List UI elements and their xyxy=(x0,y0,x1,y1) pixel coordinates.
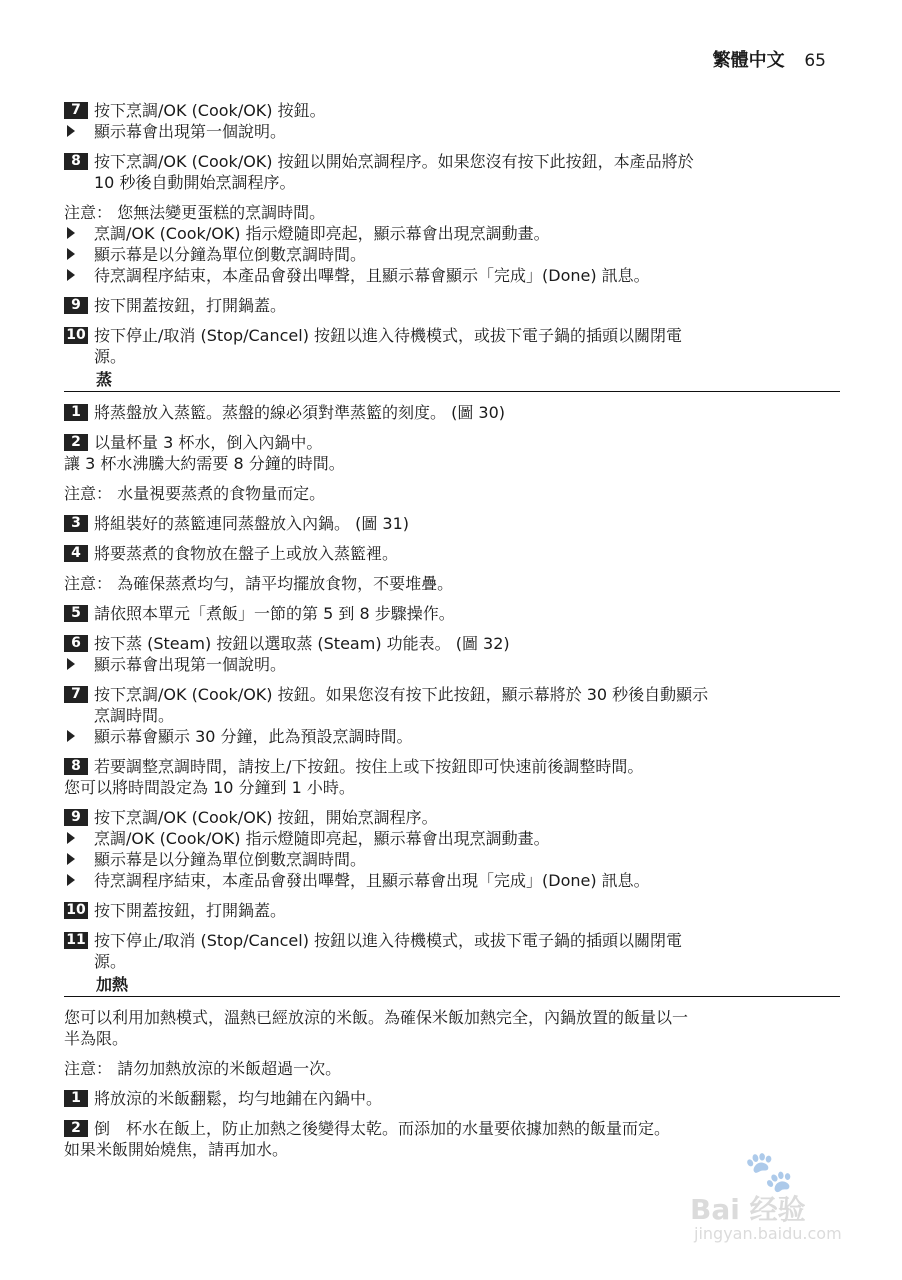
step-number: 2 xyxy=(64,434,88,451)
paragraph-text xyxy=(64,1007,834,1028)
step-item xyxy=(64,807,834,828)
line-text: 烹調/OK (Cook/OK) 指示燈隨即亮起，顯示幕會出現烹調動畫。 xyxy=(94,829,550,848)
spacer xyxy=(64,1049,834,1058)
spacer xyxy=(64,142,834,151)
continuation-text xyxy=(64,346,834,367)
line-text: 將組裝好的蒸籃連同蒸盤放入內鍋。 (圖 31) xyxy=(94,514,410,533)
bullet-item xyxy=(64,849,834,870)
line-text: 讓 3 杯水沸騰大約需要 8 分鐘的時間。 xyxy=(64,454,345,473)
bullet-icon xyxy=(67,730,75,742)
page-number: 65 xyxy=(804,51,826,71)
line-text: 按下停止/取消 (Stop/Cancel) 按鈕以進入待機模式，或拔下電子鍋的插頭以關閉電 xyxy=(94,326,683,345)
spacer xyxy=(64,675,834,684)
watermark-brand: Bai 经验 xyxy=(690,1193,806,1226)
step-number: 3 xyxy=(64,515,88,532)
line-text: 請依照本單元「煮飯」一節的第 5 到 8 步驟操作。 xyxy=(94,604,455,623)
section-heading xyxy=(64,972,834,998)
bullet-icon xyxy=(67,853,75,865)
line-text: 源。 xyxy=(94,347,127,366)
spacer xyxy=(64,316,834,325)
continuation-text xyxy=(64,172,834,193)
line-text: 按下烹調/OK (Cook/OK) 按鈕，開始烹調程序。 xyxy=(94,808,438,827)
step-item xyxy=(64,295,834,316)
section-heading xyxy=(64,367,834,393)
line-text: 顯示幕會顯示 30 分鐘，此為預設烹調時間。 xyxy=(94,727,413,746)
step-number: 9 xyxy=(64,809,88,826)
line-text: 按下蒸 (Steam) 按鈕以選取蒸 (Steam) 功能表。 (圖 32) xyxy=(94,634,510,653)
line-text: 半為限。 xyxy=(64,1029,129,1048)
spacer xyxy=(64,474,834,483)
line-text: 顯示幕會出現第一個說明。 xyxy=(94,655,287,674)
paragraph-text xyxy=(64,1058,834,1079)
continuation-text xyxy=(64,705,834,726)
bullet-item xyxy=(64,244,834,265)
paragraph-text xyxy=(64,453,834,474)
paw-icon: 🐾 xyxy=(744,1149,794,1195)
line-text: 如果米飯開始燒焦，請再加水。 xyxy=(64,1140,289,1159)
line-text: 按下開蓋按鈕，打開鍋蓋。 xyxy=(94,901,287,920)
line-text: 將放涼的米飯翻鬆，均勻地鋪在內鍋中。 xyxy=(94,1089,383,1108)
bullet-item xyxy=(64,726,834,747)
line-text: 若要調整烹調時間，請按上/下按鈕。按住上或下按鈕即可快速前後調整時間。 xyxy=(94,757,644,776)
step-number: 9 xyxy=(64,297,88,314)
bullet-icon xyxy=(67,269,75,281)
step-number: 1 xyxy=(64,1090,88,1107)
header-language: 繁體中文 xyxy=(712,50,785,71)
continuation-text xyxy=(64,951,834,972)
step-number: 11 xyxy=(64,932,88,949)
line-text: 顯示幕是以分鐘為單位倒數烹調時間。 xyxy=(94,245,367,264)
line-text: 源。 xyxy=(94,952,127,971)
spacer xyxy=(64,1079,834,1088)
line-text: 將要蒸煮的食物放在盤子上或放入蒸籃裡。 xyxy=(94,544,399,563)
bullet-item xyxy=(64,654,834,675)
section-rule xyxy=(64,391,840,392)
paragraph-text xyxy=(64,483,834,504)
line-text: 烹調時間。 xyxy=(94,706,175,725)
document-body xyxy=(64,100,834,1160)
spacer xyxy=(64,594,834,603)
step-item xyxy=(64,633,834,654)
step-item xyxy=(64,1118,834,1139)
spacer xyxy=(64,193,834,202)
spacer xyxy=(64,624,834,633)
line-text: 按下烹調/OK (Cook/OK) 按鈕。如果您沒有按下此按鈕，顯示幕將於 30 秒後自動顯示 xyxy=(94,685,709,704)
line-text: 待烹調程序結束，本產品會發出嗶聲，且顯示幕會顯示「完成」(Done) 訊息。 xyxy=(94,266,650,285)
line-text: 顯示幕會出現第一個說明。 xyxy=(94,122,287,141)
paragraph-text xyxy=(64,777,834,798)
page-header xyxy=(713,46,826,72)
spacer xyxy=(64,423,834,432)
spacer xyxy=(64,1109,834,1118)
step-item xyxy=(64,513,834,534)
line-text: 待烹調程序結束，本產品會發出嗶聲，且顯示幕會出現「完成」(Done) 訊息。 xyxy=(94,871,650,890)
line-text: 您可以將時間設定為 10 分鐘到 1 小時。 xyxy=(64,778,355,797)
spacer xyxy=(64,393,834,402)
bullet-icon xyxy=(67,227,75,239)
spacer xyxy=(64,891,834,900)
spacer xyxy=(64,921,834,930)
line-text: 按下開蓋按鈕，打開鍋蓋。 xyxy=(94,296,287,315)
line-text: 注意： 為確保蒸煮均勻，請平均擺放食物，不要堆疊。 xyxy=(64,574,454,593)
spacer xyxy=(64,747,834,756)
spacer xyxy=(64,534,834,543)
step-number: 6 xyxy=(64,635,88,652)
step-item xyxy=(64,100,834,121)
step-number: 8 xyxy=(64,758,88,775)
step-item xyxy=(64,900,834,921)
step-number: 4 xyxy=(64,545,88,562)
step-item xyxy=(64,930,834,951)
spacer xyxy=(64,564,834,573)
bullet-item xyxy=(64,121,834,142)
bullet-icon xyxy=(67,248,75,260)
line-text: 注意： 請勿加熱放涼的米飯超過一次。 xyxy=(64,1059,342,1078)
step-number: 7 xyxy=(64,686,88,703)
step-number: 10 xyxy=(64,902,88,919)
section-title: 加熱 xyxy=(96,975,129,994)
line-text: 將蒸盤放入蒸籃。蒸盤的線必須對準蒸籃的刻度。 (圖 30) xyxy=(94,403,506,422)
line-text: 注意： 您無法變更蛋糕的烹調時間。 xyxy=(64,203,326,222)
step-item xyxy=(64,325,834,346)
step-item xyxy=(64,151,834,172)
bullet-item xyxy=(64,870,834,891)
bullet-icon xyxy=(67,874,75,886)
step-item xyxy=(64,402,834,423)
line-text: 倒 杯水在飯上，防止加熱之後變得太乾。而添加的水量要依據加熱的飯量而定。 xyxy=(94,1119,671,1138)
bullet-item xyxy=(64,828,834,849)
spacer xyxy=(64,798,834,807)
watermark xyxy=(690,1148,840,1248)
spacer xyxy=(64,286,834,295)
paragraph-text xyxy=(64,202,834,223)
section-title: 蒸 xyxy=(96,370,113,389)
line-text: 以量杯量 3 杯水，倒入內鍋中。 xyxy=(94,433,323,452)
bullet-item xyxy=(64,223,834,244)
step-item xyxy=(64,432,834,453)
spacer xyxy=(64,998,834,1007)
watermark-url: jingyan.baidu.com xyxy=(694,1224,842,1243)
line-text: 按下停止/取消 (Stop/Cancel) 按鈕以進入待機模式，或拔下電子鍋的插頭以關閉電 xyxy=(94,931,683,950)
bullet-item xyxy=(64,265,834,286)
line-text: 按下烹調/OK (Cook/OK) 按鈕。 xyxy=(94,101,326,120)
step-item xyxy=(64,1088,834,1109)
step-item xyxy=(64,603,834,624)
step-number: 1 xyxy=(64,404,88,421)
step-number: 7 xyxy=(64,102,88,119)
step-item xyxy=(64,543,834,564)
line-text: 10 秒後自動開始烹調程序。 xyxy=(94,173,296,192)
section-rule xyxy=(64,996,840,997)
line-text: 按下烹調/OK (Cook/OK) 按鈕以開始烹調程序。如果您沒有按下此按鈕，本產品將於 xyxy=(94,152,694,171)
line-text: 注意： 水量視要蒸煮的食物量而定。 xyxy=(64,484,326,503)
step-number: 8 xyxy=(64,153,88,170)
spacer xyxy=(64,504,834,513)
bullet-icon xyxy=(67,658,75,670)
paragraph-text xyxy=(64,1028,834,1049)
line-text: 烹調/OK (Cook/OK) 指示燈隨即亮起，顯示幕會出現烹調動畫。 xyxy=(94,224,550,243)
step-number: 5 xyxy=(64,605,88,622)
bullet-icon xyxy=(67,832,75,844)
line-text: 您可以利用加熱模式，溫熱已經放涼的米飯。為確保米飯加熱完全，內鍋放置的飯量以一 xyxy=(64,1008,689,1027)
step-item xyxy=(64,684,834,705)
step-item xyxy=(64,756,834,777)
step-number: 10 xyxy=(64,327,88,344)
step-number: 2 xyxy=(64,1120,88,1137)
line-text: 顯示幕是以分鐘為單位倒數烹調時間。 xyxy=(94,850,367,869)
paragraph-text xyxy=(64,573,834,594)
bullet-icon xyxy=(67,125,75,137)
